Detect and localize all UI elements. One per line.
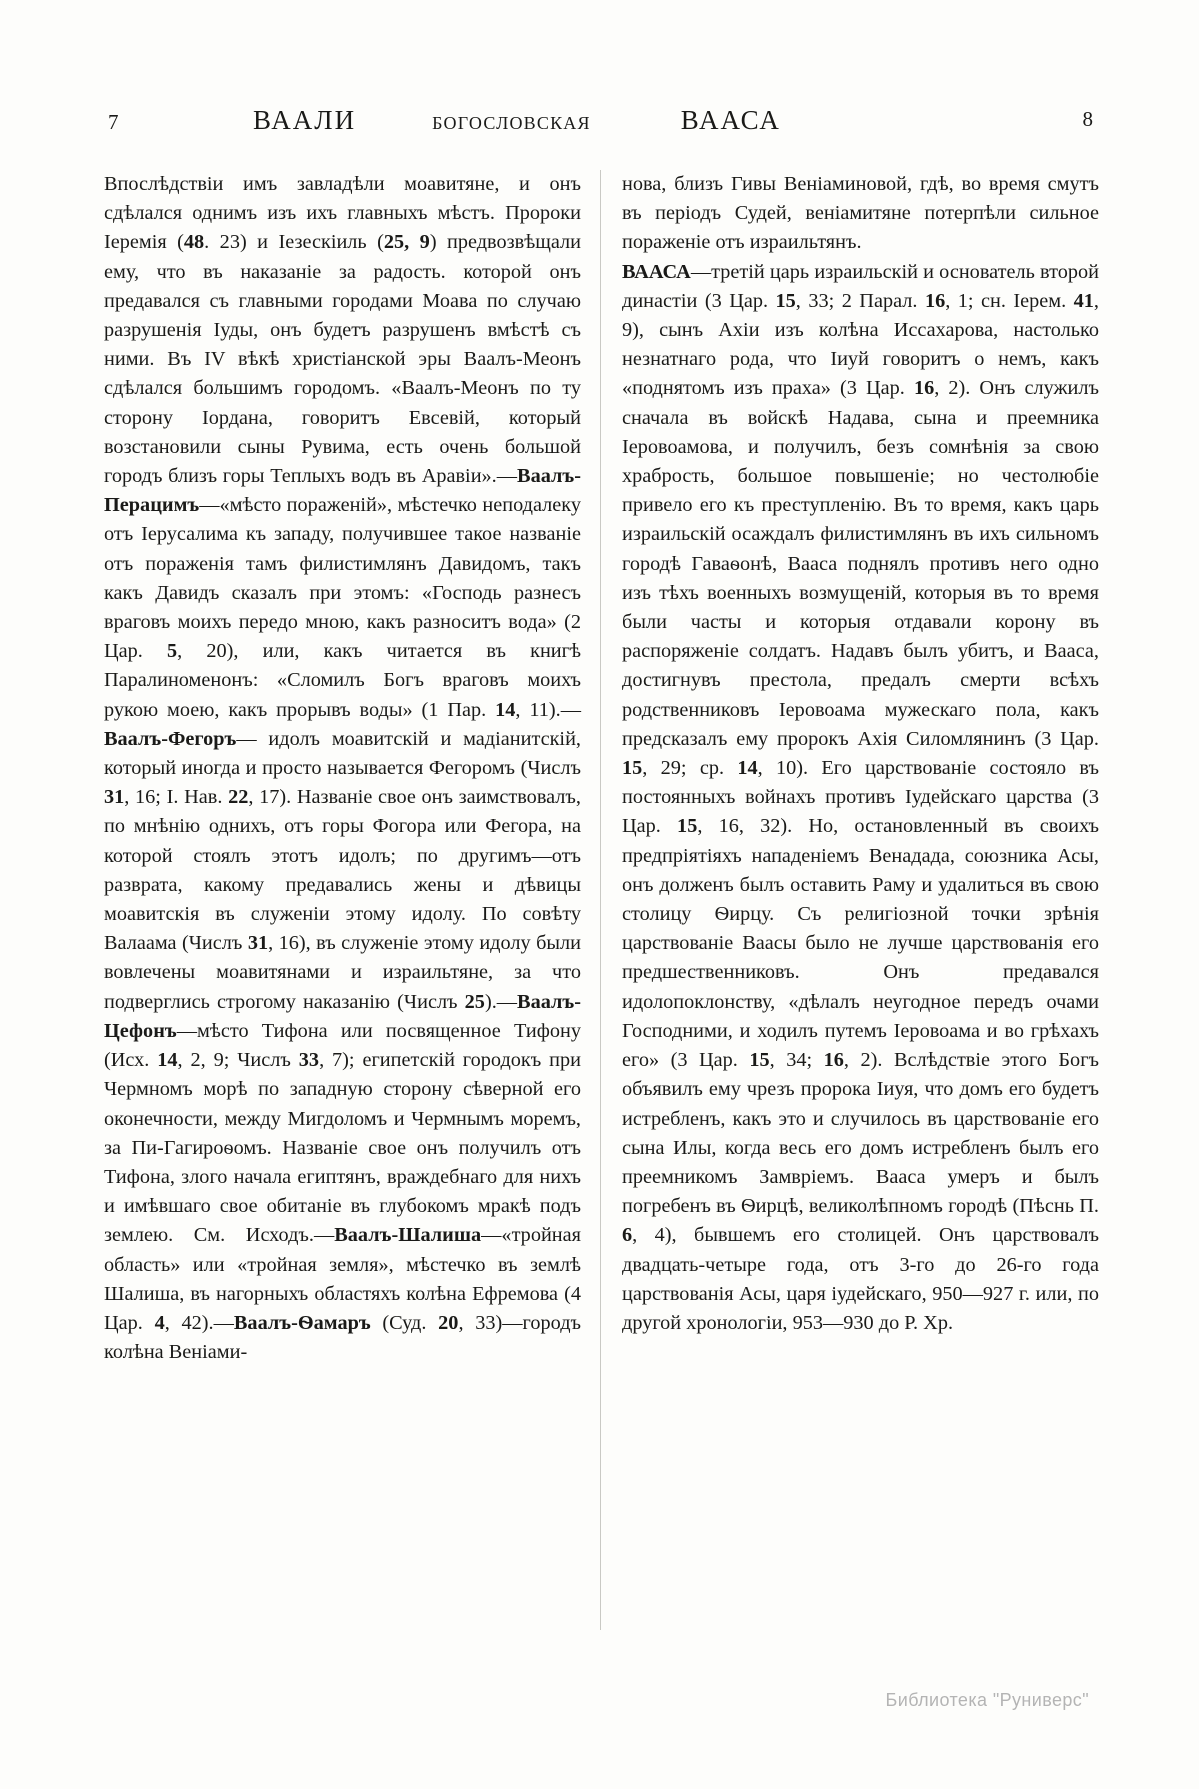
column-divider <box>600 170 601 1630</box>
folio-left: 7 <box>108 110 119 134</box>
column-left-text: Впослѣдствіи имъ завладѣли моавитяне, и онъ сдѣлался однимъ изъ ихъ главныхъ мѣстъ. Пророки Іеремія (48. 23) и Іезескіиль (25, 9) предвозвѣщали ему, что въ наказаніе за радость. которой онъ предавался съ главными городами Моава по случаю разрушенія Іуды, онъ будетъ разрушенъ вмѣстѣ съ ними. Въ IV вѣкѣ христіанской эры Ваалъ-Меонъ сдѣлался большимъ городомъ. «Ваалъ-Меонъ по ту сторону Іордана, говоритъ Евсевій, который возстановили сыны Рувима, есть очень большой городъ близъ горы Теплыхъ водъ въ Аравіи».—Ваалъ-Перацимъ—«мѣсто пораженій», мѣстечко неподалеку отъ Іерусалима къ западу, получившее такое названіе отъ пораженія тамъ филистимлянъ Давидомъ, такъ какъ Давидъ сказалъ при этомъ: «Господь разнесъ враговъ моихъ передо мною, какъ разноситъ вода» (2 Цар. 5, 20), или, какъ читается въ книгѣ Паралиноменонъ: «Сломилъ Богъ враговъ моихъ рукою моею, какъ прорывъ воды» (1 Пар. 14, 11).—Ваалъ-Фегоръ— идолъ моавитскій и мадіанитскій, который иногда и просто называется Фегоромъ (Числъ 31, 16; I. Нав. 22, 17). Названіе свое онъ заимствовалъ, по мнѣнію однихъ, отъ горы Фогора или Фегора, на которой стоялъ этотъ идолъ; по другимъ—отъ разврата, какому предавались жены и дѣвицы моавитскія въ служеніи этому идолу. По совѣту Валаама (Числъ 31, 16), въ служеніе этому идолу были вовлечены моавитянами и израильтяне, за что подверглись строгому наказанію (Числъ 25).—Ваалъ-Цефонъ—мѣсто Тифона или посвященное Тифону (Исх. 14, 2, 9; Числъ 33, 7); египетскій городокъ при Чермномъ морѣ по западную сторону сѣверной его оконечности, между Мигдоломъ и Чермнымъ моремъ, за Пи-Гагироѳомъ. Названіе свое онъ получилъ отъ Тифона, злого начала египтянъ, враждебнаго для нихъ и имѣвшаго свое обитаніе въ глубокомъ мракѣ подъ землею. См. Исходъ.—Ваалъ-Шалиша—«тройная область» или «тройная земля», мѣстечко въ землѣ Шалиша, въ нагорныхъ областяхъ колѣна Ефремова (4 Цар. 4, 42).—Ваалъ-Ѳамаръ (Суд. 20, 33)—городъ колѣна Веніами- <box>104 173 582 1364</box>
running-head-left: ВААЛИ <box>253 105 357 135</box>
folio-right: 8 <box>1082 107 1093 131</box>
running-head-right: ВААСА <box>680 105 781 135</box>
library-watermark: Библиотека "Руниверс" <box>885 1690 1089 1710</box>
text-columns <box>104 170 1099 1630</box>
column-left <box>104 170 581 1630</box>
column-right <box>622 170 1099 1630</box>
column-right-text: нова, близъ Гивы Веніаминовой, гдѣ, во время смутъ въ періодъ Судей, веніамитяне потерпѣли сильное пораженіе отъ израильтянъ. ВААСА—третій царь израильскій и основатель второй династіи (3 Цар. 15, 33; 2 Парал. 16, 1; сн. Іерем. 41, 9), сынъ Ахіи изъ колѣна Иссахарова, настолько незнатнаго рода, что Іиуй говоритъ о немъ, какъ «поднятомъ изъ праха» (3 Цар. 16, 2). Онъ служилъ сначала въ войскѣ Надава, сына и преемника Іеровоамова, и получилъ, безъ сомнѣнія за свою храбрость, большое повышеніе; но честолюбіе привело его къ преступленію. Въ то время, какъ царь израильскій осаждалъ филистимлянъ въ ихъ сильномъ городѣ Гаваѳонѣ, Вааса поднялъ противъ него одно изъ тѣхъ военныхъ возмущеній, которыя въ то время были часты и которыя отдавали корону въ распоряженіе солдатъ. Надавъ былъ убитъ, и Вааса, достигнувъ престола, предалъ смерти всѣхъ родственниковъ Іеровоама мужескаго пола, какъ предсказалъ ему пророкъ Ахія Силомлянинъ (3 Цар. 15, 29; ср. 14, 10). Его царствованіе состояло въ постоянныхъ войнахъ противъ Іудейскаго царства (3 Цар. 15, 16, 32). Но, остановленный въ своихъ предпріятіяхъ нападеніемъ Венадада, союзника Асы, онъ долженъ былъ оставить Раму и удалиться въ свою столицу Ѳирцу. Съ религіозной точки зрѣнія царствованіе Ваасы было не лучше царствованія его предшественниковъ. Онъ предавался идолопоклонству, «дѣлалъ неугодное передъ очами Господними, и ходилъ путемъ Іеровоама и во грѣхахъ его» (3 Цар. 15, 34; 16, 2). Вслѣдствіе этого Богъ объявилъ ему чрезъ пророка Іиуя, что домъ его будетъ истребленъ, какъ это и случилось въ царствованіе его сына Илы, когда весь его домъ истребленъ былъ его преемникомъ Замвріемъ. Вааса умеръ и былъ погребенъ въ Ѳирцѣ, великолѣпномъ городѣ (Пѣснь П. 6, 4), бывшемъ его столицей. Онъ царствовалъ двадцать-четыре года, отъ 3-го до 26-го года царствованія Асы, царя іудейскаго, 950—927 г. или, по другой хронологіи, 953—930 до Р. Хр. <box>622 173 1099 1334</box>
running-head-center: БОГОСЛОВСКАЯ <box>432 113 591 133</box>
page-header <box>108 105 1093 139</box>
